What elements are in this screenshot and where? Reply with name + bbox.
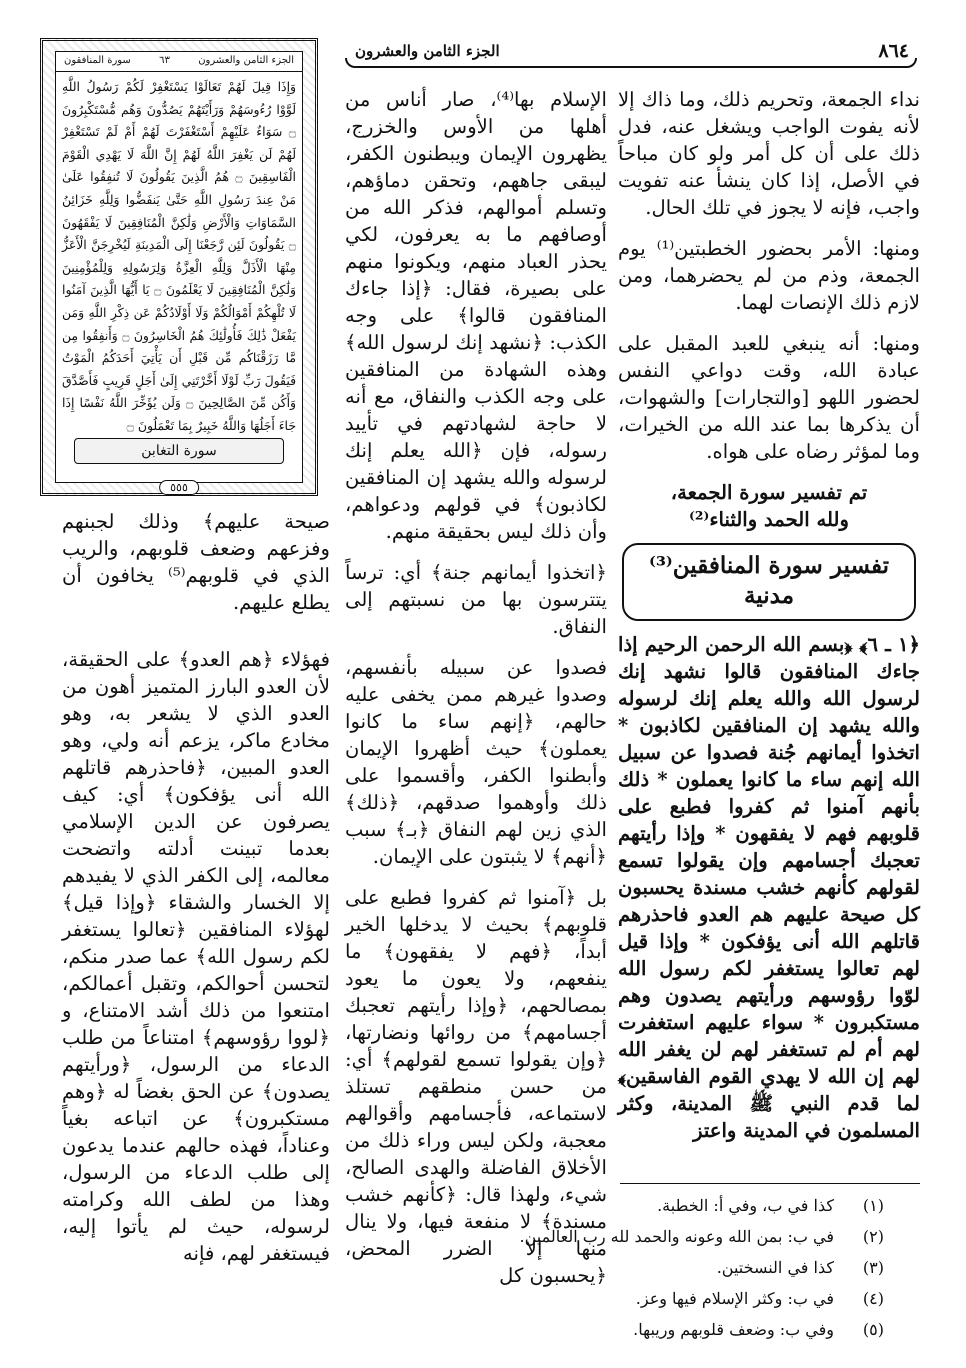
mushaf-header — [56, 52, 302, 72]
footnote: (٣) كذا في النسختين. — [716, 1258, 884, 1277]
mushaf-next-surah-banner: سورة التغابن — [74, 438, 284, 464]
footnote: (٤) في ب: وكثر الإسلام فيها وعز. — [635, 1289, 884, 1308]
paragraph: ومنها: الأمر بحضور الخطبتين⁽¹⁾ يوم الجمعة، وذم من لم يحضرهما، ومن لازم ذلك الإنصات لهما. — [618, 237, 921, 314]
running-title: الجزء الثامن والعشرون — [355, 42, 500, 60]
paragraph: نداء الجمعة، وتحريم ذلك، وما ذاك إلا لأنه يفوت الواجب ويشغل عنه، فدل ذلك على أن كل أمر ولو كان مباحاً في الأصل، إذا كان ينشأ عنه تفويت واجب، فإنه لا يجوز في تلك الحال. — [618, 88, 920, 219]
closing-line: تم تفسير سورة الجمعة، — [670, 481, 868, 504]
mushaf-surah-name: سورة المنافقون — [64, 55, 131, 66]
footnote-rule — [620, 1183, 920, 1184]
mushaf-page-number: ٥٥٥ — [159, 480, 199, 495]
mushaf-surah-number: ٦٣ — [159, 55, 170, 66]
mushaf-page-inset — [40, 38, 318, 496]
footnotes — [184, 1190, 884, 1345]
page-number: ٨٦٤ — [878, 40, 909, 62]
middle-column — [345, 86, 607, 1289]
left-column — [62, 508, 330, 1267]
paragraph: الإسلام بها⁽⁴⁾، صار أناس من أهلها من الأوس والخزرج، يظهرون الإيمان ويبطنون الكفر، ليبقى جاههم، وتحقن دماؤهم، وتسلم أموالهم، فذكر الله من أوصافهم ما به يعرفون، لكي يحذر العباد منهم، ويكونوا منهم على بصيرة، فقال: ﴿إذا جاءك المنافقون قالوا﴾ على وجه الكذب: ﴿نشهد إنك لرسول الله﴾ وهذه الشهادة من المنافقين على وجه الكذب والنفاق، مع أنه لا حاجة لشهادتهم في تأييد رسوله، فإن ﴿الله يعلم إنك لرسوله والله يشهد إن المنافقين لكاذبون﴾ في قولهم ودعواهم، وأن ذلك ليس بحقيقة منهم. — [345, 88, 607, 543]
paragraph: صيحة عليهم﴾ وذلك لجبنهم وفزعهم وضعف قلوبهم، والريب الذي في قلوبهم⁽⁵⁾ يخافون أن يطلع عليهم. — [62, 510, 330, 614]
right-column — [618, 86, 920, 1144]
paragraph: ومنها: أنه ينبغي للعبد المقبل على عبادة الله، وقت دواعي النفس لحضور اللهو [والتجارات] والشهوات، أن يذكرها بما عند الله من الخيرات، وما لمؤثر رضاه على هواه. — [618, 332, 920, 463]
mushaf-inner-frame — [55, 51, 303, 483]
paragraph: فهؤلاء ﴿هم العدو﴾ على الحقيقة، لأن العدو البارز المتميز أهون من العدو الذي لا يشعر به، وهو مخادع ماكر، يزعم أنه ولي، وهو العدو المبين، ﴿فاحذرهم قاتلهم الله أنى يؤفكون﴾ أي: كيف يصرفون عن الدين الإسلامي بعدما تبينت أدلته واتضحت معالمه، إلى الكفر الذي لا يفيدهم إلا الخسار والشقاء ﴿وإذا قيل﴾ لهؤلاء المنافقين ﴿تعالوا يستغفر لكم رسول الله﴾ عما صدر منكم، لتحسن أحوالكم، وتقبل أعمالكم، امتنعوا من ذلك أشد الامتناع، و ﴿لووا رؤوسهم﴾ امتناعاً من طلب الدعاء من الرسول، ﴿ورأيتهم يصدون﴾ عن الحق بغضاً له ﴿وهم مستكبرون﴾ عن اتباعه بغياً وعناداً، فهذه حالهم عندما يدعون إلى طلب الدعاء من الرسول، وهذا من لطف الله وكرامته لرسوله، حيث لم يأتوا إليه، فيستغفر لهم، فإنه — [62, 648, 330, 1265]
footnote: (٢) في ب: بمن الله وعونه والحمد لله رب العالمين. — [519, 1227, 884, 1246]
surah-title-box — [622, 543, 916, 621]
paragraph: فصدوا عن سبيله بأنفسهم، وصدوا غيرهم ممن يخفى عليه حالهم، ﴿إنهم ساء ما كانوا يعملون﴾ حيث أظهروا الإيمان وأبطنوا الكفر، وأقسموا على ذلك وأوهموا صدقهم، ﴿ذلك﴾ الذي زين لهم النفاق ﴿بـ﴾ سبب ﴿أنهم﴾ لا يثبتون على الإيمان. — [345, 656, 607, 868]
mushaf-juz: الجزء الثامن والعشرون — [198, 55, 294, 66]
mushaf-verses: وَإِذَا قِيلَ لَهُمْ تَعَالَوْا يَسْتَغْفِرْ لَكُمْ رَسُولُ اللَّهِ لَوَّوْا رُءُوسَهُمْ وَرَأَيْتَهُمْ يَصُدُّونَ وَهُم مُّسْتَكْبِرُونَ ۝ سَوَاءٌ عَلَيْهِمْ أَسْتَغْفَرْتَ لَهُمْ أَمْ لَمْ تَسْتَغْفِرْ لَهُمْ لَن يَغْفِرَ اللَّهُ لَهُمْ إِنَّ اللَّهَ لَا يَهْدِي الْقَوْمَ الْفَاسِقِينَ ۝ هُمُ الَّذِينَ يَقُولُونَ لَا تُنفِقُوا عَلَىٰ مَنْ عِندَ رَسُولِ اللَّهِ حَتَّىٰ يَنفَضُّوا وَلِلَّهِ خَزَائِنُ السَّمَاوَاتِ وَالْأَرْضِ وَلَٰكِنَّ الْمُنَافِقِينَ لَا يَفْقَهُونَ ۝ يَقُولُونَ لَئِن رَّجَعْنَا إِلَى الْمَدِينَةِ لَيُخْرِجَنَّ الْأَعَزُّ مِنْهَا الْأَذَلَّ وَلِلَّهِ الْعِزَّةُ وَلِرَسُولِهِ وَلِلْمُؤْمِنِينَ وَلَٰكِنَّ الْمُنَافِقِينَ لَا يَعْلَمُونَ ۝ يَا أَيُّهَا الَّذِينَ آمَنُوا لَا تُلْهِكُمْ أَمْوَالُكُمْ وَلَا أَوْلَادُكُمْ عَن ذِكْرِ اللَّهِ وَمَن يَفْعَلْ ذَٰلِكَ فَأُولَٰئِكَ هُمُ الْخَاسِرُونَ ۝ وَأَنفِقُوا مِن مَّا رَزَقْنَاكُم مِّن قَبْلِ أَن يَأْتِيَ أَحَدَكُمُ الْمَوْتُ فَيَقُولَ رَبِّ لَوْلَا أَخَّرْتَنِي إِلَىٰ أَجَلٍ قَرِيبٍ فَأَصَّدَّقَ وَأَكُن مِّنَ الصَّالِحِينَ ۝ وَلَن يُؤَخِّرَ اللَّهُ نَفْسًا إِذَا جَاءَ أَجَلُهَا وَاللَّهُ خَبِيرٌ بِمَا تَعْمَلُونَ ۝ — [62, 79, 297, 433]
surah-type: مدنية — [743, 582, 795, 609]
footnote: (٥) وفي ب: وضعف قلوبهم وريبها. — [633, 1320, 884, 1339]
verse-block: ﴿١ ـ ٦﴾ ﴿بسم الله الرحمن الرحيم إذا جاءك المنافقون قالوا نشهد إنك لرسول الله والله يعلم إنك لرسوله والله يشهد إن المنافقين لكاذبون * اتخذوا أيمانهم جُنة فصدوا عن سبيل الله إنهم ساء ما كانوا يعملون * ذلك بأنهم آمنوا ثم كفروا فطبع على قلوبهم فهم لا يفقهون * وإذا رأيتهم تعجبك أجسامهم وإن يقولوا تسمع لقولهم كأنهم خشب مسندة يحسبون كل صيحة عليهم هم العدو فاحذرهم قاتلهم الله أنى يؤفكون * وإذا قيل لهم تعالوا يستغفر لكم رسول الله لوّوا رؤوسهم ورأيتهم يصدون وهم مستكبرون * سواء عليهم استغفرت لهم أم لم تستغفر لهم لن يغفر الله لهم إن الله لا يهدي القوم الفاسقين﴾ لما قدم النبي ﷺ المدينة، وكثر المسلمون في المدينة واعتز — [618, 633, 920, 1142]
surah-title: تفسير سورة المنافقين⁽³⁾ — [648, 552, 890, 579]
paragraph: بل ﴿آمنوا ثم كفروا فطبع على قلوبهم﴾ بحيث لا يدخلها الخير أبداً، ﴿فهم لا يفقهون﴾ ما ينفعهم، ولا يعون ما يعود بمصالحهم، ﴿وإذا رأيتهم تعجبك أجسامهم﴾ من روائها ونضارتها، ﴿وإن يقولوا تسمع لقولهم﴾ أي: من حسن منطقهم تستلذ لاستماعه، فأجسامهم وأقوالهم معجبة، ولكن ليس وراء ذلك من الأخلاق الفاضلة والهدى الصالح، شيء، ولهذا قال: ﴿كأنهم خشب مسندة﴾ لا منفعة فيها، ولا ينال منها إلا الضرر المحض، ﴿يحسبون كل — [345, 886, 607, 1287]
closing-line: ولله الحمد والثناء⁽²⁾ — [689, 508, 849, 531]
paragraph: ﴿اتخذوا أيمانهم جنة﴾ أي: ترساً يتترسون بها من نسبتهم إلى النفاق. — [345, 561, 607, 638]
header-rule — [345, 58, 917, 68]
page-header — [345, 36, 917, 70]
footnote: (١) كذا في ب، وفي أ: الخطبة. — [657, 1196, 884, 1215]
